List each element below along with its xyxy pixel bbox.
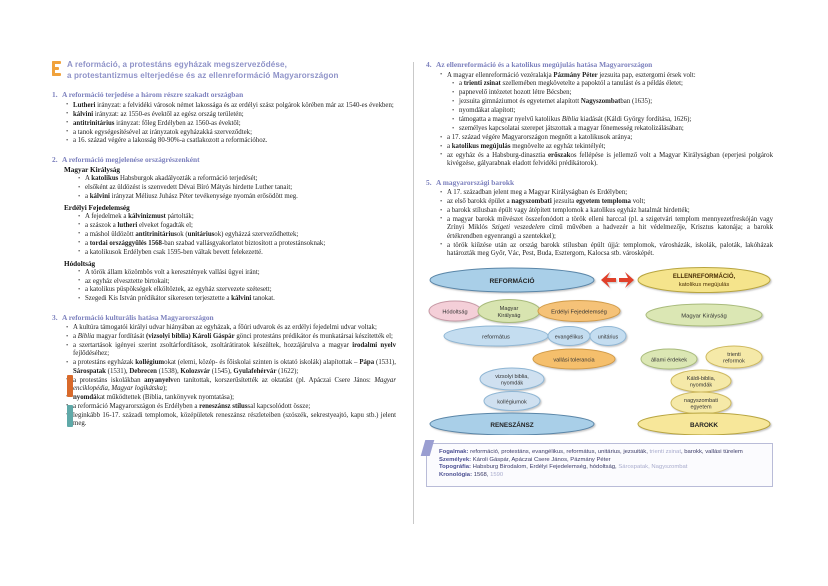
node-magyar-kiralysag-left-label-1: Magyar: [499, 306, 519, 313]
node-vizsolyi-biblia-label-1: vizsolyi biblia,: [495, 374, 529, 381]
list-item: • támogatta a magyar nyelvű katolikus Biblia kiadását (Káldi György fordítása, 1626);: [452, 116, 773, 124]
node-reneszansz-label: RENESZÁNSZ: [490, 422, 534, 430]
group-erdelyi-fejedelemseg-list: [78, 213, 396, 257]
list-item: • antitrinitárius irányzat: főleg Erdélyben az 1560-as évektől;: [66, 120, 396, 128]
list-item: • Lutheri irányzat: a felvidéki városok német lakossága és az erdélyi szász polgárok körében már az 1540-es években;: [66, 102, 396, 110]
reformation-diagram: [426, 267, 773, 437]
node-reformacio-label: REFORMÁCIÓ: [489, 278, 535, 286]
node-kollegiumok-label: kollégiumok: [497, 399, 527, 406]
group-hodoltsag-list: [78, 269, 396, 304]
list-item: • a katolikusok Erdélyben csak 1595-ben váltak bevett felekezetté.: [78, 249, 396, 257]
node-trienti-reformok-label-1: trienti: [727, 352, 741, 359]
node-reformatus-label: református: [482, 334, 510, 341]
node-trienti-reformok-label-2: reformok: [723, 358, 745, 365]
node-allami-erdekek-label: állami érdekek: [650, 357, 688, 364]
section-1-list: [66, 102, 396, 146]
margin-marker-teal: [67, 405, 73, 427]
node-ellenreformacio-label-2: katolikus megújulás: [678, 282, 730, 289]
node-nagyszombati-egyetem-label-1: nagyszombati: [684, 398, 718, 405]
list-item: • A fejedelmek a kálvinizmust pártolták;: [78, 213, 396, 221]
keyline-kronologia-dim: 1590: [490, 472, 504, 479]
section-3-heading: [52, 313, 396, 322]
list-item: • a kálvini irányzat Méliusz Juhász Péter tevékenysége nyomán erősödött meg.: [78, 193, 396, 201]
list-item: • jezsuita gimnáziumot és egyetemet alapított Nagyszombatban (1635);: [452, 98, 773, 106]
page-title-text: [67, 60, 339, 81]
list-item: • a protestáns egyházak kollégiumokat (elemi, közép- és főiskolai szinten is oktató iskolák) alapítottak – Pápa (1531), Sárospatak (1531), Debrecen (1538), Kolozsvár (1545), Gyulafehérvár (1622);: [66, 359, 396, 376]
section-4-number: 4.: [426, 60, 432, 69]
list-item: • a katolikus püspökségek elköltöztek, az egyház szervezete szétesett;: [78, 286, 396, 294]
list-item: • személyes kapcsolatai szerepet játszottak a magyar főnemesség rekatolizálásában;: [452, 125, 773, 133]
list-item: • a 17. század végére Magyarországon megnőtt a katolikusok aránya;: [440, 134, 773, 142]
node-magyar-kiralysag-left-label-2: Királyság: [497, 313, 521, 320]
section-1-title: A reformáció terjedése a három részre szakadt országban: [62, 90, 244, 100]
title-line-2: a protestantizmus elterjedése és az ellenreformáció Magyarországon: [67, 70, 339, 80]
section-4-list: [440, 72, 773, 80]
right-column: [414, 0, 828, 586]
node-nagyszombati-egyetem-label-2: egyetem: [690, 404, 712, 411]
node-hodoltsag-label: Hódoltság: [442, 309, 468, 316]
list-item: • a katolikus megújulás megnövelte az egyház tekintélyét;: [440, 143, 773, 151]
node-vallasi-tolerancia-label: vallási tolerancia: [553, 357, 595, 364]
list-item: • elsőként az üldözést is szenvedett Dévai Bíró Mátyás hirdette Luther tanait;: [78, 184, 396, 192]
node-ellenreformacio-label-1: ELLENREFORMÁCIÓ,: [672, 274, 736, 281]
list-item: • a tordai országgyűlés 1568-ban szabad vallásgyakorlatot biztosított a protestánsoknak;: [78, 240, 396, 248]
list-item: • A török állam közömbös volt a keresztények vallási ügyei iránt;: [78, 269, 396, 277]
margin-marker-orange: [67, 375, 73, 397]
keyline-fogalmak: [439, 449, 765, 457]
title-line-1: A reformáció, a protestáns egyházak megszerveződése,: [67, 60, 287, 69]
keyline-szemelyek: [439, 457, 765, 465]
list-item: • a Biblia magyar fordítását (vizsolyi biblia) Károli Gáspár gönci protestáns prédikátor és munkatársai készítették el;: [66, 333, 396, 341]
list-item: • a trienti zsinat szellemében megkövetelte a papoktól a tanulást és a példás életet;: [452, 80, 773, 88]
group-magyar-kiralysag-list: [78, 175, 396, 201]
list-item: • nyomdákat működtettek (Biblia, tankönyvek nyomtatása);: [66, 394, 396, 402]
keyline-topografia: [439, 464, 765, 472]
list-item: • a szertartások igényei szerint zsoltárfordítások, zsoltárátiratok készültek, hozzájárulva a magyar irodalmi nyelv fejlődéséhez;: [66, 342, 396, 359]
list-item: • az egyház és a Habsburg-dinasztia erőszakos fellépése is jellemző volt a Magyar Királyságban (eperjesi polgárok kivégzése, gályarabnak eladott felvidéki prédikátorok).: [440, 152, 773, 169]
list-item: • Szegedi Kis István prédikátor sikeresen terjesztette a kálvini tanokat.: [78, 295, 396, 303]
diagram-svg: [426, 267, 774, 435]
subheading-hodoltsag: Hódoltság: [64, 259, 96, 268]
section-2-heading: [52, 155, 396, 164]
list-item: • a máshol üldözött antitrinitáriusok (unitáriusok) egyházzá szerveződhettek;: [78, 231, 396, 239]
list-item: • a magyar barokk művészet összefonódott a török elleni harccal (pl. a szigetvári templom mennyezetfreskóján vagy Zrínyi Miklós Szigeti veszedelem című művében a hadvezér a hit védelmezője, Krisztus katonája; a barokk értékrendben egyenrangú a szentekkel);: [440, 216, 773, 241]
list-item: • az egyház elvesztette birtokait;: [78, 278, 396, 286]
page-title: [52, 60, 396, 81]
keyline-topografia-label: Topográfia:: [439, 464, 471, 471]
list-item: • a szászok a lutheri elveket fogadták el;: [78, 222, 396, 230]
section-4: [426, 60, 773, 169]
list-item: • a barokk stílusban épült vagy átépített templomok a katolikus egyház hatalmát hirdették;: [440, 207, 773, 215]
keyline-kronologia-label: Kronológia:: [439, 472, 473, 479]
key-terms-box: [426, 443, 773, 486]
list-item: • nyomdákat alapított;: [452, 107, 773, 115]
list-item: • a protestáns iskolákban anyanyelven tanítottak, korszerűsítették az oktatást (pl. Apáczai Csere János: Magyar enciklopédia, Magyar logikátska);: [66, 377, 396, 394]
section-3-list: [66, 324, 396, 428]
list-item: • A katolikus Habsburgok akadályozták a reformáció terjedését;: [78, 175, 396, 183]
collision-arrows-icon: [601, 272, 634, 288]
keyline-szemelyek-label: Személyek:: [439, 456, 472, 463]
section-5-number: 5.: [426, 177, 432, 187]
keyline-szemelyek-text: Károli Gáspár, Apáczai Csere János, Pázmány Péter: [472, 456, 611, 463]
keyline-topografia-text: Habsburg Birodalom, Erdélyi Fejedelemség, hódoltság,: [472, 464, 619, 471]
section-4-heading: [426, 60, 773, 69]
list-item: • a török kiűzése után az ország barokk stílusban épült újjá: templomok, városházák, iskolák, paloták, lakóházak határozták meg Győr, Vác, Pest, Buda, Esztergom, Kalocsa stb. városképét.: [440, 242, 773, 259]
list-item: • a tanok egységesítésével az irányzatok egyházakká szerveződtek;: [66, 129, 396, 137]
section-3-number: 3.: [52, 312, 58, 322]
section-2-title: A reformáció megjelenése országrészenként: [62, 154, 200, 164]
list-item: • a 16. század végére a lakosság 80-90%-a csatlakozott a reformációhoz.: [66, 137, 396, 145]
list-item: • A 17. században jelent meg a Magyar Királyságban és Erdélyben;: [440, 189, 773, 197]
section-4-title: Az ellenreformáció és a katolikus megújulás hatása Magyarországon: [436, 60, 653, 69]
section-2-number: 2.: [52, 154, 58, 164]
subheading-magyar-kiralysag: Magyar Királyság: [64, 166, 120, 175]
section-4-list-after: [440, 134, 773, 169]
node-evangelikus-label: evangélikus: [554, 334, 584, 341]
list-item: • a reformáció Magyarországon és Erdélyben a reneszánsz stílussal kapcsolódott össze;: [66, 403, 396, 411]
keyline-fogalmak-text: reformáció, protestáns, evangélikus, református, unitárius, jezsuiták,: [470, 449, 650, 456]
keyline-fogalmak-text2: , barokk, vallási türelem: [680, 449, 743, 456]
section-3: [52, 313, 396, 429]
list-item: • A magyar ellenreformáció vezéralakja Pázmány Péter jezsuita pap, esztergomi érsek volt:: [440, 72, 773, 80]
node-vizsolyi-biblia-label-2: nyomdák: [500, 380, 524, 387]
node-erdelyi-fejedelemseg-label: Erdélyi Fejedelemség: [551, 309, 607, 316]
section-5-heading: [426, 178, 773, 187]
keyline-kronologia-text: 1568,: [473, 472, 491, 479]
node-barokk-label: BAROKK: [689, 422, 719, 430]
section-1-number: 1.: [52, 90, 58, 100]
keyline-topografia-dim: Sárospatak, Nagyszombat: [618, 464, 688, 471]
node-unitarius-label: unitárius: [597, 334, 619, 341]
keyline-fogalmak-label: Fogalmak:: [439, 449, 469, 456]
keyline-kronologia: [439, 472, 765, 480]
node-magyar-kiralysag-right-label: Magyar Királyság: [681, 313, 727, 320]
list-item: • leginkább 16-17. századi templomok, középületek reneszánsz részleteiben (szószék, sekrestyeajtó, kapu stb.) jelent meg.: [66, 412, 396, 429]
node-ellenreformacio: [638, 268, 770, 293]
node-kaldi-biblia-label-1: Káldi-biblia,: [686, 376, 716, 383]
node-kaldi-biblia-label-2: nyomdák: [689, 382, 713, 389]
keyline-fogalmak-dim: trienti zsinat: [649, 449, 681, 456]
section-1: [52, 90, 396, 146]
section-4-sublist: [452, 80, 773, 133]
section-5-list: [440, 189, 773, 258]
section-1-heading: [52, 90, 396, 99]
list-bracket-icon: [52, 61, 61, 78]
list-item: • kálvini irányzat: az 1550-es évektől az egész ország területén;: [66, 111, 396, 119]
section-5-title: A magyarországi barokk: [436, 177, 515, 187]
list-item: • papnevelő intézetet hozott létre Bécsben;: [452, 89, 773, 97]
list-item: • A kultúra támogatói királyi udvar hiányában az egyházak, a főúri udvarok és az erdélyi fejedelmi udvar voltak;: [66, 324, 396, 332]
subheading-erdelyi-fejedelemseg: Erdélyi Fejedelemség: [64, 204, 130, 212]
section-5: [426, 178, 773, 259]
list-item: • az első barokk épület a nagyszombati jezsuita egyetem temploma volt;: [440, 198, 773, 206]
section-3-title: A reformáció kulturális hatása Magyarországon: [62, 312, 214, 322]
section-2: [52, 155, 396, 304]
